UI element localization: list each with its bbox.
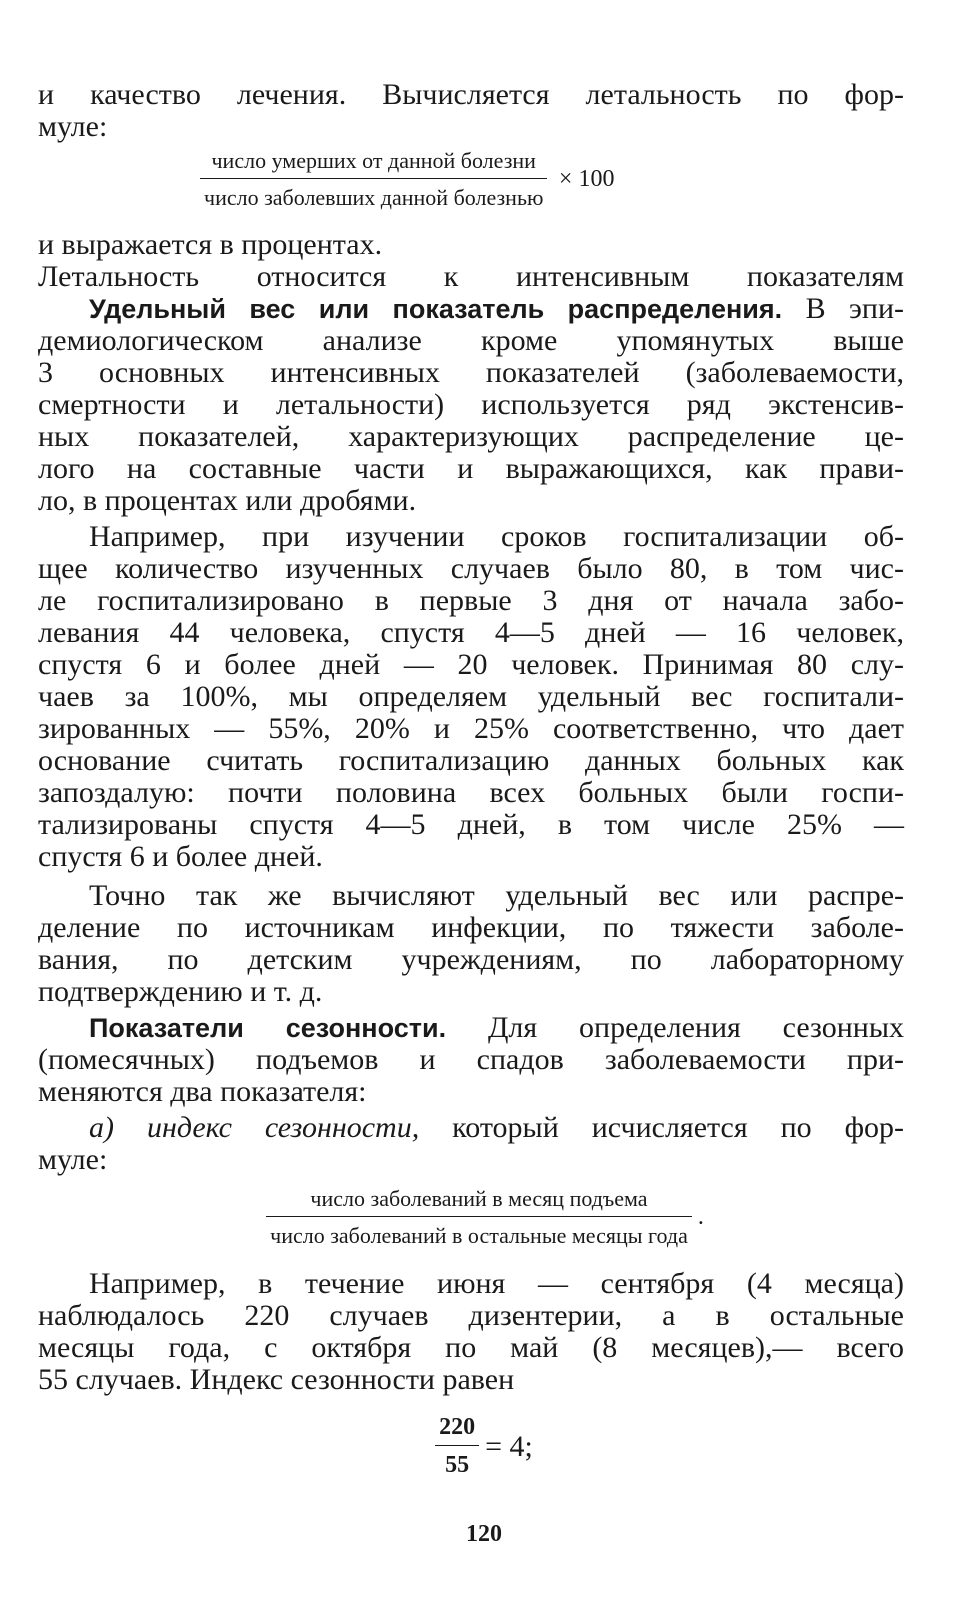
text-line: 55 случаев. Индекс сезонности равен xyxy=(38,1363,515,1396)
text-line xyxy=(38,293,904,325)
text-line: спустя 6 и более дней — 20 человек. Принимая 80 слу- xyxy=(38,648,904,681)
fraction-numerator: число заболеваний в месяц подъема xyxy=(266,1186,692,1217)
text-line: ло, в процентах или дробями. xyxy=(38,484,417,517)
text-line: Например, в течение июня — сентября (4 месяца) xyxy=(89,1267,904,1300)
fraction xyxy=(435,1414,479,1479)
page-number: 120 xyxy=(466,1521,502,1547)
formula-lethality xyxy=(200,148,760,211)
paragraph-seasonality xyxy=(38,1012,904,1108)
text-line: зированных — 55%, 20% и 25% соответственно, что дает xyxy=(38,712,904,745)
paragraph-example-hospitalization xyxy=(38,521,904,873)
text-line: месяцы года, с октября по май (8 месяцев),— всего xyxy=(38,1331,904,1364)
text-line: и выражается в процентах. xyxy=(38,228,383,261)
paragraph-lethality-note xyxy=(38,229,904,293)
italic-term: а) индекс сезонности, xyxy=(89,1111,420,1144)
paragraph-lethality-intro xyxy=(38,79,904,143)
text-line: наблюдалось 220 случаев дизентерии, а в остальные xyxy=(38,1299,904,1332)
text-line xyxy=(38,1012,904,1044)
fraction-denominator: число заболевших данной болезнью xyxy=(204,185,544,210)
text-line: тализированы спустя 4—5 дней, в том числе 25% — xyxy=(38,808,904,841)
text-fragment: Для определения сезонных xyxy=(446,1011,904,1044)
text-line: Например, при изучении сроков госпитализации об- xyxy=(89,520,904,553)
text-line: демиологическом анализе кроме упомянутых выше xyxy=(38,324,904,357)
text-line: Летальность относится к интенсивным показателям xyxy=(38,260,904,293)
text-line: (помесячных) подъемов и спадов заболеваемости при- xyxy=(38,1043,904,1076)
text-line: вания, по детским учреждениям, по лабораторному xyxy=(38,943,904,976)
fraction-numerator: число умерших от данной болезни xyxy=(200,148,547,179)
text-line: ле госпитализировано в первые 3 дня от начала забо- xyxy=(38,584,904,617)
fraction xyxy=(266,1186,692,1249)
text-line: подтверждению и т. д. xyxy=(38,975,323,1008)
fraction-denominator: число заболеваний в остальные месяцы года xyxy=(270,1223,688,1248)
text-line: щее количество изученных случаев было 80, в том чис- xyxy=(38,552,904,585)
fraction xyxy=(200,148,547,211)
text-line: лого на составные части и выражающихся, как прави- xyxy=(38,452,904,485)
fraction-numerator: 220 xyxy=(435,1414,479,1446)
text-line: чаев за 100%, мы определяем удельный вес госпитали- xyxy=(38,680,904,713)
text-line: и качество лечения. Вычисляется летальность по фор- xyxy=(38,78,904,111)
paragraph-distribution xyxy=(38,880,904,1008)
formula-period: . xyxy=(697,1204,704,1230)
text-line: меняются два показателя: xyxy=(38,1075,367,1108)
paragraph-seasonality-index xyxy=(38,1112,904,1176)
formula-result: = 4; xyxy=(485,1429,533,1463)
text-line: муле: xyxy=(38,110,108,143)
text-line: 3 основных интенсивных показателей (заболеваемости, xyxy=(38,356,904,389)
section-heading: Удельный вес или показатель распределения. xyxy=(89,294,783,324)
text-line: Точно так же вычисляют удельный вес или распре- xyxy=(89,879,904,912)
text-line: левания 44 человека, спустя 4—5 дней — 16 человек, xyxy=(38,616,904,649)
text-fragment: который исчисляется по фор- xyxy=(419,1111,904,1144)
text-line: смертности и летальности) используется ряд экстенсив- xyxy=(38,388,904,421)
section-heading: Показатели сезонности. xyxy=(89,1013,447,1043)
text-line: муле: xyxy=(38,1143,108,1176)
text-fragment: В эпи- xyxy=(782,292,904,325)
paragraph-example-dysentery xyxy=(38,1268,904,1396)
text-line: запоздалую: почти половина всех больных были госпи- xyxy=(38,776,904,809)
text-line: спустя 6 и более дней. xyxy=(38,840,323,873)
formula-index-result xyxy=(384,1414,584,1479)
fraction-denominator: 55 xyxy=(445,1452,470,1478)
text-line: ных показателей, характеризующих распределение це- xyxy=(38,420,904,453)
formula-seasonality-index xyxy=(150,1186,820,1249)
paragraph-specific-weight xyxy=(38,293,904,517)
text-line xyxy=(38,1112,904,1144)
multiplier: × 100 xyxy=(558,166,615,192)
text-line: деление по источникам инфекции, по тяжести заболе- xyxy=(38,911,904,944)
text-line: основание считать госпитализацию данных больных как xyxy=(38,744,904,777)
